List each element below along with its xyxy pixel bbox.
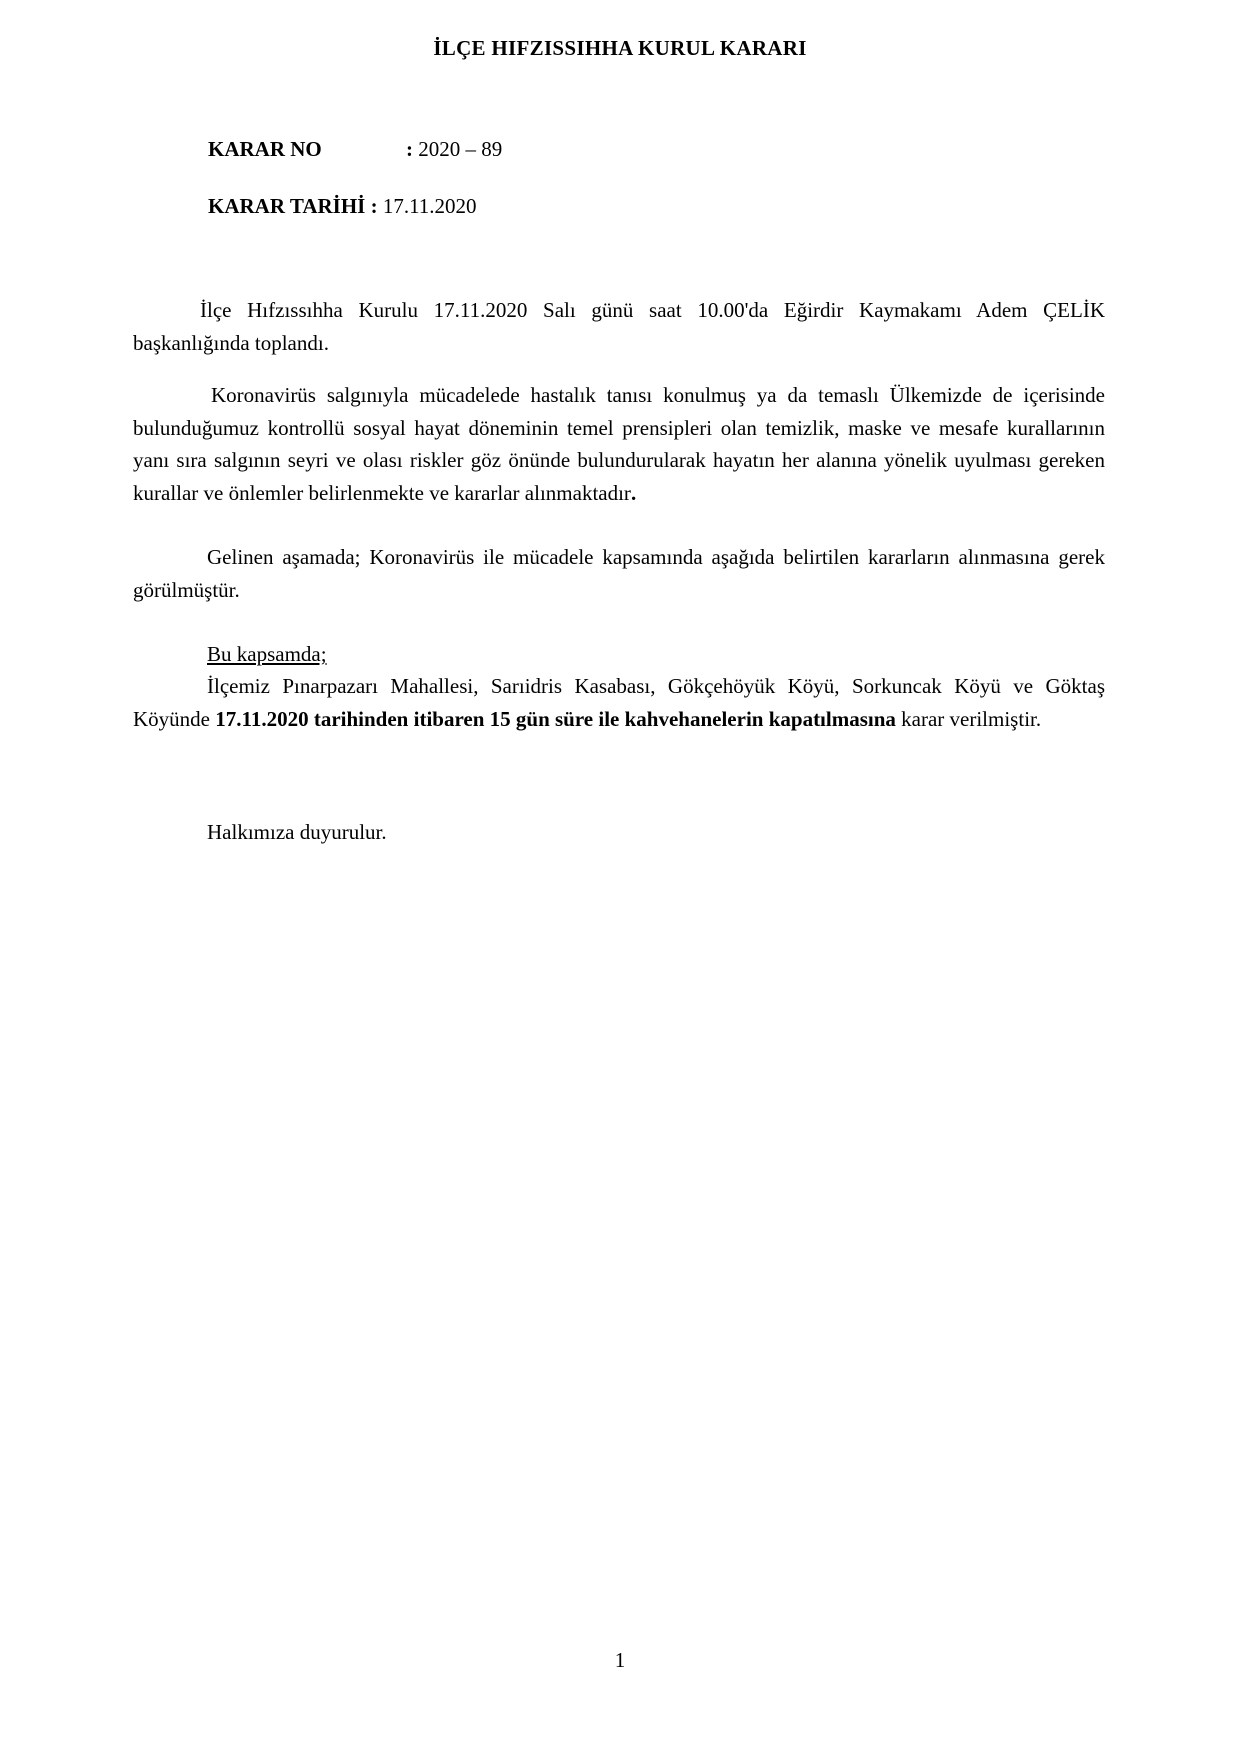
page-number: 1 [614, 1648, 626, 1672]
context-paragraph [133, 379, 1105, 509]
decision-number-value: 2020 – 89 [418, 137, 503, 161]
document-title: İLÇE HIFZISSIHHA KURUL KARARI [433, 36, 807, 60]
decision-intro: İlçemiz Pınarpazarı Mahallesi, Sarıidris Kasabası, Gökçehöyük Köyü, Sorkuncak Köyü ve Göktaş Köyünde [133, 674, 1105, 731]
decision-date-colon: : [370, 194, 378, 218]
stage-paragraph: Gelinen aşamada; Koronavirüs ile mücadele kapsamında aşağıda belirtilen kararların alınmasına gerek görülmüştür. [133, 545, 1105, 602]
scope-heading [133, 638, 1105, 671]
decision-bold: 17.11.2020 tarihinden itibaren 15 gün süre ile kahvehanelerin kapatılmasına [215, 706, 896, 731]
meeting-paragraph: İlçe Hıfzıssıhha Kurulu 17.11.2020 Salı günü saat 10.00'da Eğirdir Kaymakamı Adem ÇELİK başkanlığında toplandı. [133, 298, 1105, 355]
decision-date-label: KARAR TARİHİ [208, 194, 366, 218]
context-paragraph-end: . [630, 480, 637, 505]
decision-number-label: KARAR NO [208, 137, 322, 161]
decision-outro: karar verilmiştir. [895, 706, 1042, 731]
context-paragraph-text: Koronavirüs salgınıyla mücadelede hastalık tanısı konulmuş ya da temaslı Ülkemizde de içerisinde bulunduğumuz kontrollü sosyal hayat döneminin temel prensipleri olan temizlik, maske ve mesafe kurallarının yanı sıra salgının seyri ve olası riskler göz önünde bulundurularak hayatın her alanına yönelik uyulması gereken kurallar ve önlemler belirlenmekte ve kararlar alınmaktadır [133, 383, 1105, 505]
scope-heading-text: Bu kapsamda; [207, 642, 327, 666]
closing-line: Halkımıza duyurulur. [207, 820, 387, 844]
decision-number-row [208, 136, 502, 162]
decision-date-row [208, 193, 477, 219]
decision-paragraph [133, 670, 1105, 735]
decision-number-colon: : [406, 137, 413, 161]
decision-date-value: 17.11.2020 [382, 194, 477, 218]
